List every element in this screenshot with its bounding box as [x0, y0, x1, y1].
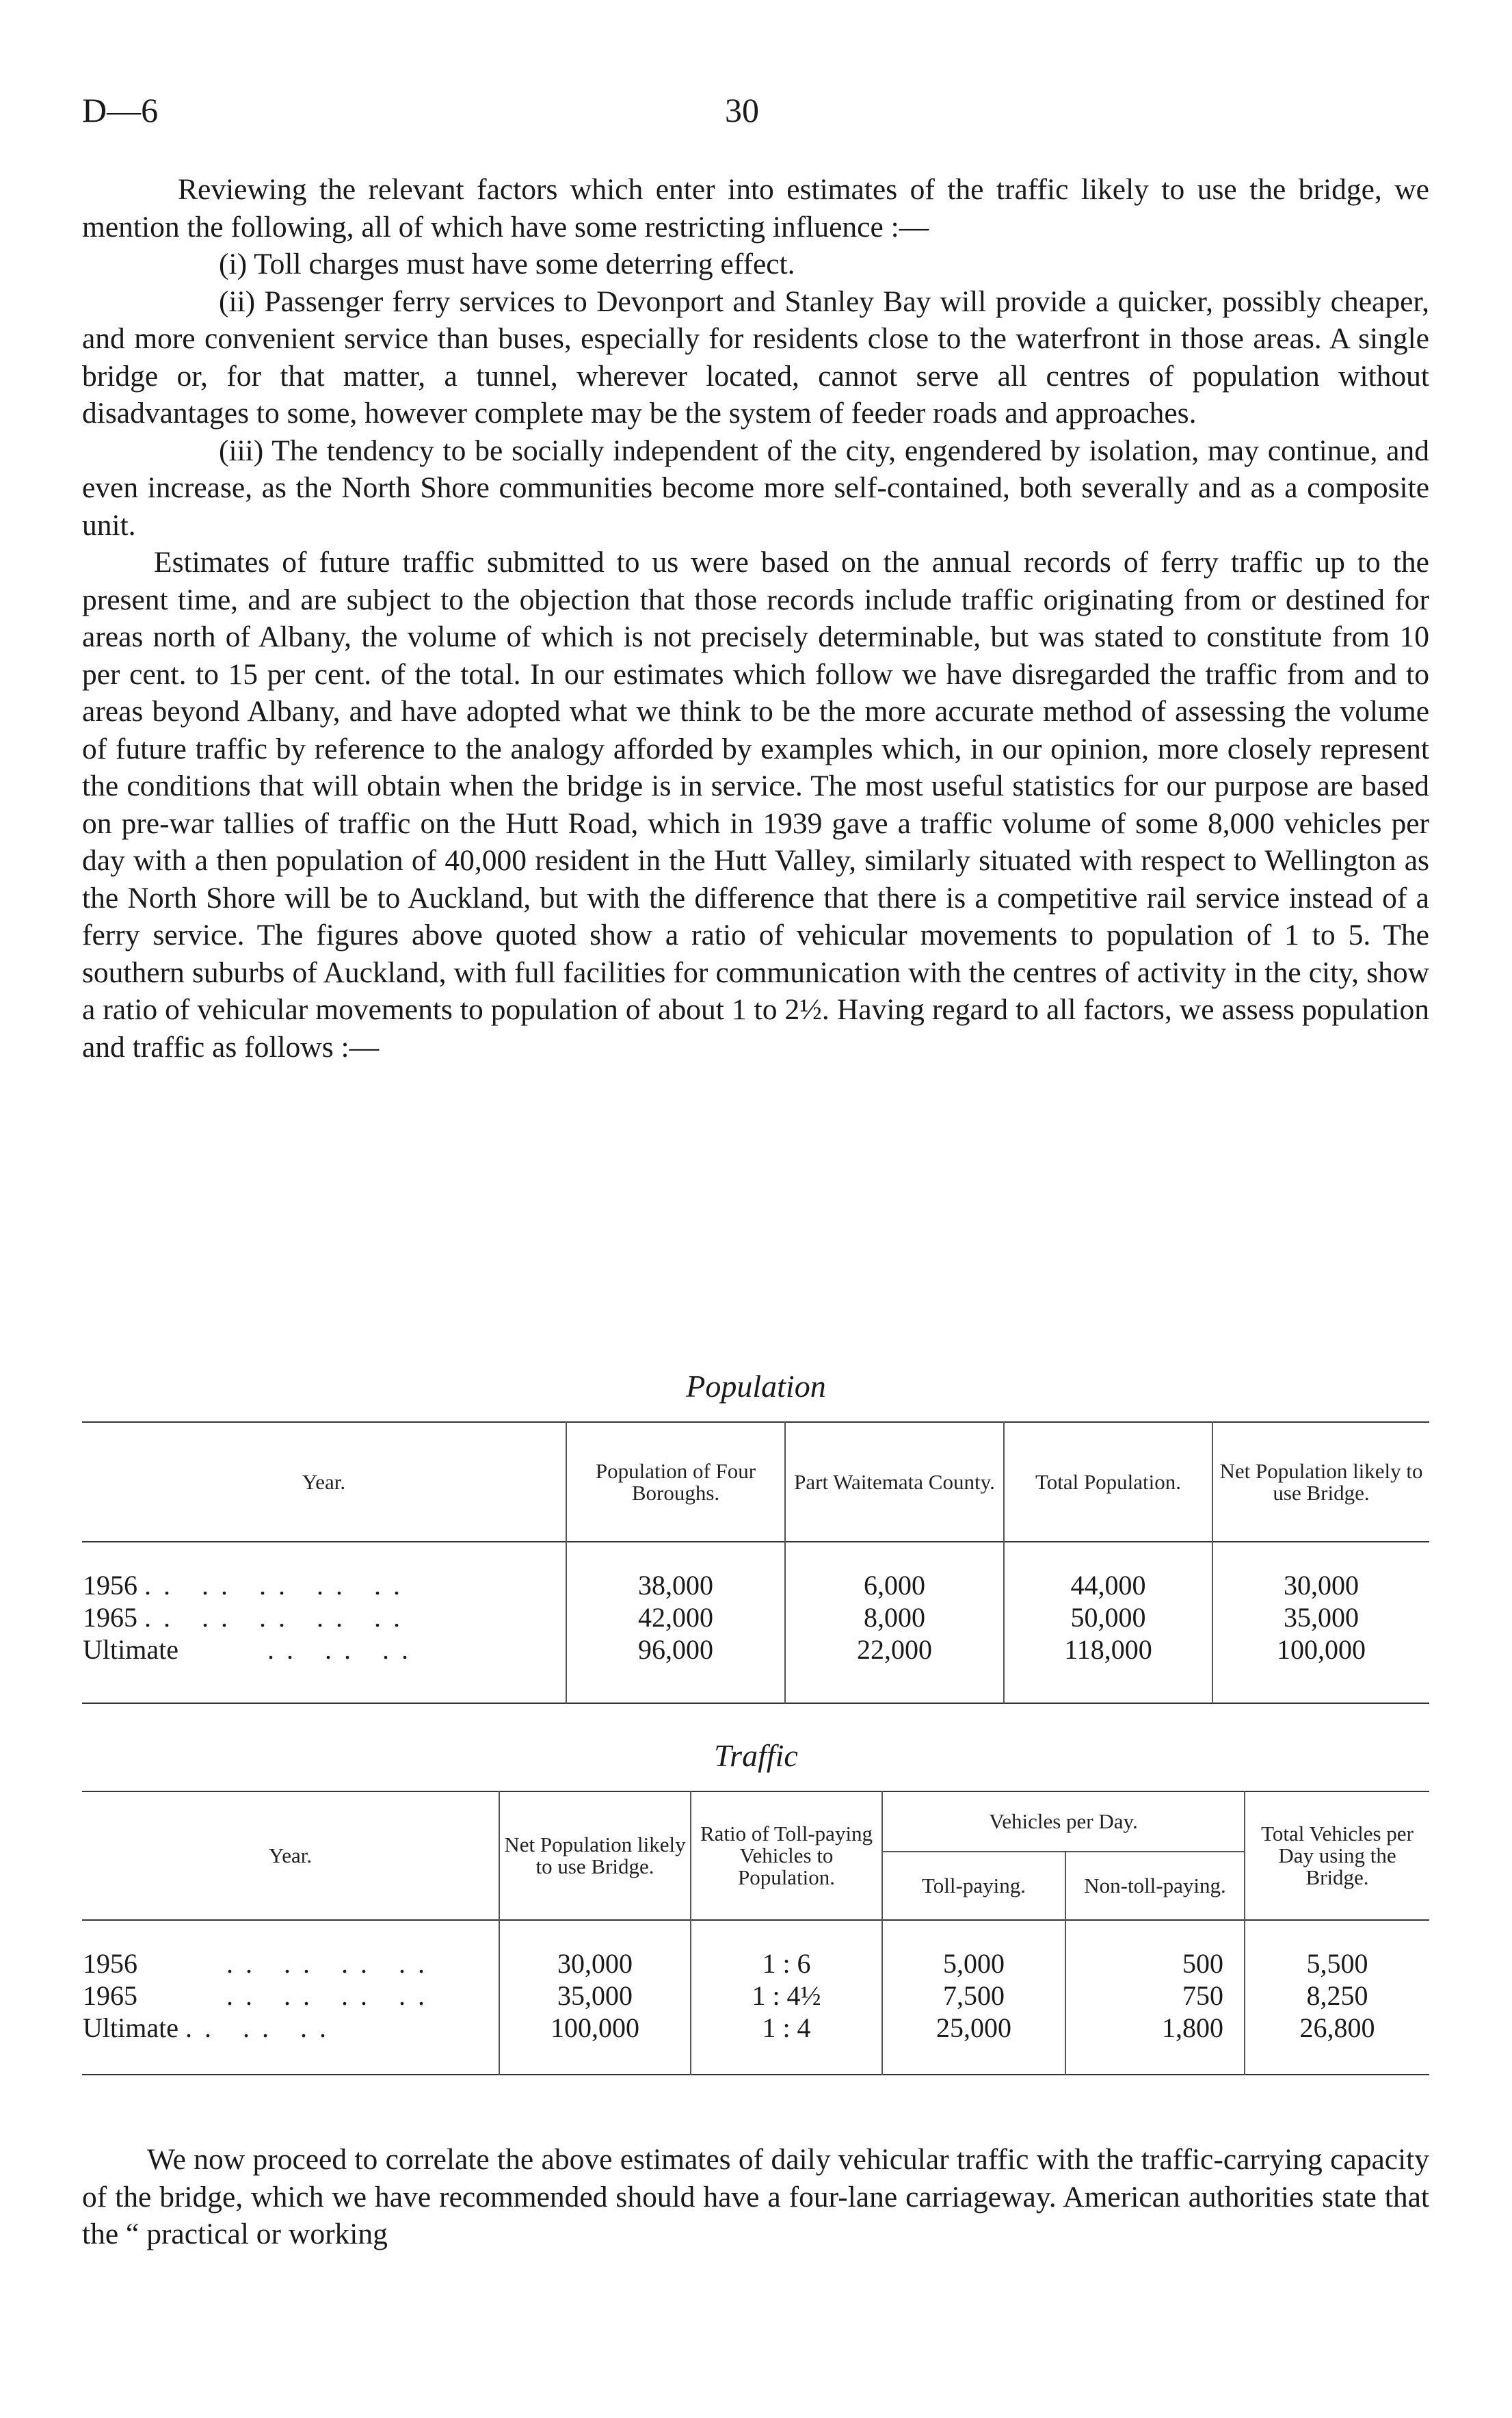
- year-cell: 1956: [83, 1948, 137, 1979]
- table-cell: 38,000: [566, 1569, 785, 1601]
- column-header: Net Population likely to use Bridge.: [1212, 1422, 1429, 1542]
- column-header: Year.: [302, 1469, 346, 1494]
- table-cell: 35,000: [1212, 1601, 1429, 1633]
- traffic-table-caption: Traffic: [714, 1738, 798, 1773]
- table-row: [82, 1633, 1429, 1666]
- table-cell: 750: [1065, 1980, 1245, 2012]
- table-cell: 100,000: [499, 2012, 691, 2044]
- table-cell: 1 : 6: [691, 1947, 882, 1980]
- column-header: Total Population.: [1004, 1422, 1212, 1542]
- table-header-row: [82, 1422, 1429, 1542]
- table-cell: 1 : 4½: [691, 1980, 882, 2012]
- table-cell: 42,000: [566, 1601, 785, 1633]
- population-table: [82, 1421, 1429, 1704]
- table-cell: 22,000: [785, 1633, 1004, 1666]
- table-cell: 8,250: [1245, 1980, 1429, 2012]
- table-row: [82, 1947, 1429, 1980]
- leader-dots: .. .. .. ..: [226, 1980, 437, 2011]
- leader-dots: .. .. .. .. ..: [144, 1602, 412, 1633]
- table-cell: 100,000: [1212, 1633, 1429, 1666]
- factor-item: (iii) The tendency to be socially independent of the city, engendered by isolation, may continue, and even increase, as the North Shore communities become more self-contained, both severally and as a composite unit.: [82, 434, 1429, 542]
- table-cell: 5,000: [882, 1947, 1065, 1980]
- leader-dots: .. .. .. ..: [226, 1948, 437, 1979]
- year-cell: Ultimate: [83, 2012, 178, 2043]
- table-cell: 25,000: [882, 2012, 1065, 2044]
- intro-paragraph: Reviewing the relevant factors which enter into estimates of the traffic likely to use the bridge, we mention the following, all of which have some restricting influence :—: [82, 173, 1429, 244]
- table-cell: 30,000: [1212, 1569, 1429, 1601]
- table-cell: 5,500: [1245, 1947, 1429, 1980]
- column-header: Total Vehicles per Day using the Bridge.: [1245, 1791, 1429, 1920]
- table-cell: 6,000: [785, 1569, 1004, 1601]
- table-row: [82, 1569, 1429, 1601]
- table-cell: 35,000: [499, 1980, 691, 2012]
- table-cell: 1,800: [1065, 2012, 1245, 2044]
- table-cell: 44,000: [1004, 1569, 1212, 1601]
- table-row: [82, 2012, 1429, 2044]
- traffic-table: [82, 1791, 1429, 2075]
- table-cell: 8,000: [785, 1601, 1004, 1633]
- column-header: Population of Four Boroughs.: [566, 1422, 785, 1542]
- document-reference: D—6: [82, 91, 159, 129]
- closing-section: [82, 2141, 1429, 2253]
- table-cell: 30,000: [499, 1947, 691, 1980]
- estimates-paragraph: Estimates of future traffic submitted to us were based on the annual records of ferry traffic up to the present time, and are subject to the objection that those records include traffic originating from or destined for areas north of Albany, the volume of which is not precisely determinable, but was stated to constitute from 10 per cent. to 15 per cent. of the total. In our estimates which follow we have disregarded the traffic from and to areas beyond Albany, and have adopted what we think to be the more accurate method of assessing the volume of future traffic by reference to the analogy afforded by examples which, in our opinion, more closely represent the conditions that will obtain when the bridge is in service. The most useful statistics for our purpose are based on pre-war tallies of traffic on the Hutt Road, which in 1939 gave a traffic volume of some 8,000 vehicles per day with a then population of 40,000 resident in the Hutt Valley, similarly situated with respect to Wellington as the North Shore will be to Auckland, but with the difference that there is a competitive rail service instead of a ferry service. The figures above quoted show a ratio of vehicular movements to population of 1 to 5. The southern suburbs of Auckland, with full facilities for communication with the centres of activity in the city, show a ratio of vehicular movements to population of about 1 to 2½. Having regard to all factors, we assess population and traffic as follows :—: [82, 546, 1429, 1064]
- intro-section: [82, 171, 1429, 1066]
- table-row: [82, 1601, 1429, 1633]
- leader-dots: .. .. ..: [267, 1634, 421, 1665]
- year-cell: 1956: [83, 1570, 137, 1601]
- year-cell: 1965: [83, 1602, 137, 1633]
- column-header: Toll-paying.: [882, 1852, 1065, 1920]
- factor-item: (i) Toll charges must have some deterring effect.: [219, 248, 795, 280]
- table-cell: 118,000: [1004, 1633, 1212, 1666]
- column-header: Ratio of Toll-paying Vehicles to Population.: [691, 1791, 882, 1920]
- leader-dots: .. .. ..: [185, 2012, 339, 2043]
- factor-item: (ii) Passenger ferry services to Devonport and Stanley Bay will provide a quicker, possibly cheaper, and more convenient service than buses, especially for residents close to the waterfront in those areas. A single bridge or, for that matter, a tunnel, wherever located, cannot serve all centres of population without disadvantages to some, however complete may be the system of feeder roads and approaches.: [82, 285, 1429, 430]
- column-header: Net Population likely to use Bridge.: [499, 1791, 691, 1920]
- table-cell: 7,500: [882, 1980, 1065, 2012]
- column-header: Part Waitemata County.: [785, 1422, 1004, 1542]
- table-cell: 26,800: [1245, 2012, 1429, 2044]
- table-cell: 1 : 4: [691, 2012, 882, 2044]
- table-row: [82, 1980, 1429, 2012]
- table-cell: 500: [1065, 1947, 1245, 1980]
- page-number: 30: [725, 91, 759, 129]
- table-header-row: [82, 1791, 1429, 1852]
- year-cell: 1965: [83, 1980, 137, 2011]
- table-cell: 50,000: [1004, 1601, 1212, 1633]
- year-cell: Ultimate: [83, 1634, 178, 1665]
- column-header: Year.: [268, 1843, 313, 1867]
- column-header: Non-toll-paying.: [1065, 1852, 1245, 1920]
- column-header-group: Vehicles per Day.: [882, 1791, 1245, 1852]
- leader-dots: .. .. .. .. ..: [144, 1570, 412, 1601]
- table-cell: 96,000: [566, 1633, 785, 1666]
- population-table-caption: Population: [686, 1369, 826, 1404]
- closing-paragraph: We now proceed to correlate the above estimates of daily vehicular traffic with the traffic-carrying capacity of the bridge, which we have recommended should have a four-lane carriageway. American authorities state that the “ practical or working: [82, 2143, 1429, 2250]
